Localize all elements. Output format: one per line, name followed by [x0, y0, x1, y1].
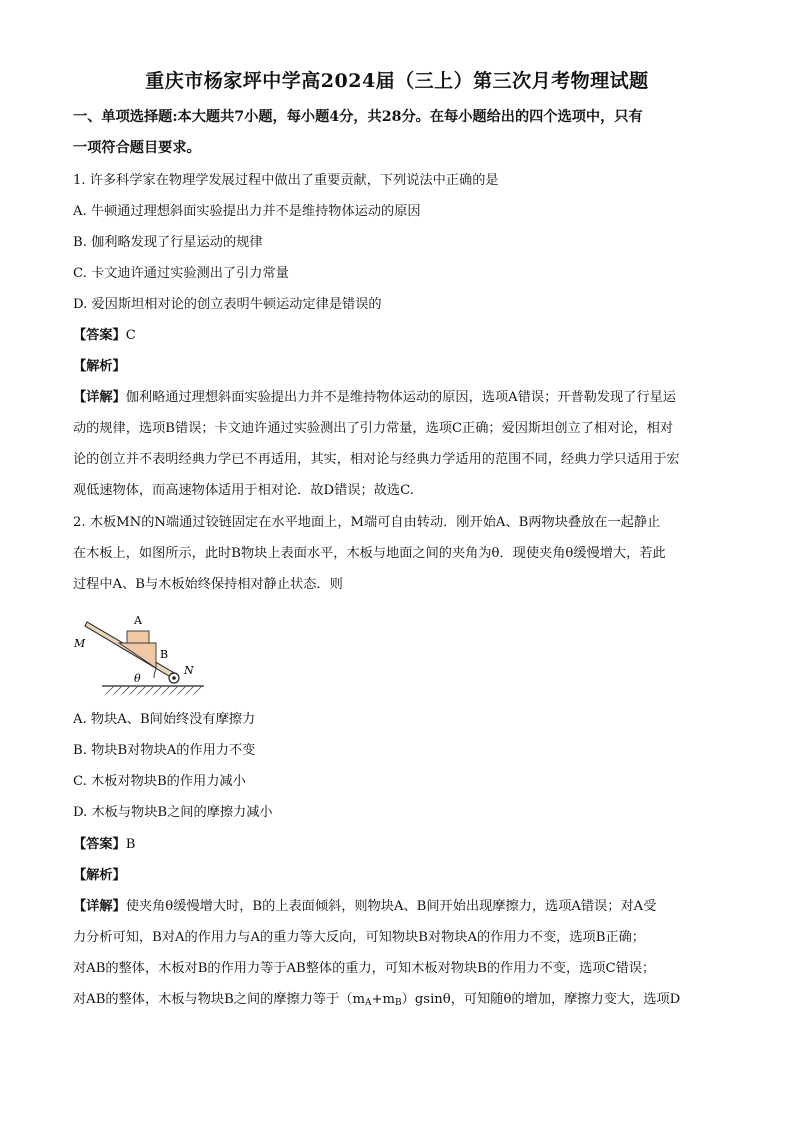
- ground-hatching: [106, 686, 202, 694]
- question-2-stem: 过程中A、B与木板始终保持相对静止状态．则: [73, 577, 343, 592]
- question-1-stem: 1. 许多科学家在物理学发展过程中做出了重要贡献，下列说法中正确的是: [73, 173, 499, 188]
- detail-label: 【详解】: [73, 390, 126, 405]
- label-n: N: [184, 664, 194, 677]
- answer-value: B: [125, 837, 136, 852]
- detail-text: 伽利略通过理想斜面实验提出力并不是维持物体运动的原因，选项A错误；开普勒发现了行星运: [125, 390, 676, 405]
- question-1-option-b: B. 伽利略发现了行星运动的规律: [73, 235, 263, 250]
- question-2-detail-line: 力分析可知，B对A的作用力与A的重力等大反向，可知物块B对物块A的作用力不变，选项B正确；: [73, 930, 645, 945]
- question-2-detail-line: [73, 898, 725, 916]
- block-b: [119, 643, 156, 668]
- question-2-detail-line: 对AB的整体，木板对B的作用力等于AB整体的重力，可知木板对物块B的作用力不变，选项C错误；: [73, 961, 656, 976]
- section-heading-continued: 一项符合题目要求。: [73, 140, 201, 156]
- question-1-option-c: C. 卡文迪许通过实验测出了引力常量: [73, 266, 289, 281]
- subscript-a: A: [364, 998, 372, 1008]
- block-a: [127, 631, 149, 643]
- question-1-detail-line: 观低速物体，而高速物体适用于相对论．故D错误；故选C.: [73, 483, 414, 498]
- detail-text: 对AB的整体，木板与物块B之间的摩擦力等于（m: [73, 992, 365, 1007]
- detail-text: +m: [371, 992, 396, 1007]
- question-1-answer: [73, 327, 725, 345]
- answer-label: 【答案】: [73, 328, 126, 343]
- question-2-analysis-label: [73, 867, 725, 885]
- label-a: A: [134, 614, 142, 627]
- angle-arc: [154, 668, 157, 678]
- question-1-option-d: D. 爱因斯坦相对论的创立表明牛顿运动定律是错误的: [73, 297, 382, 312]
- incline-board-diagram: [70, 606, 210, 698]
- question-1-detail-line: 论的创立并不表明经典力学已不再适用，其实，相对论与经典力学适用的范围不同，经典力学只适用于宏: [73, 452, 680, 467]
- question-1-option-a: A. 牛顿通过理想斜面实验提出力并不是维持物体运动的原因: [73, 204, 421, 219]
- question-2-stem: 2. 木板MN的N端通过铰链固定在水平地面上，M端可自由转动．刚开始A、B两物块叠放在一起静止: [73, 515, 661, 530]
- section-heading: 一、单项选择题:本大题共7小题，每小题4分，共28分。在每小题给出的四个选项中，只有: [73, 109, 643, 125]
- question-2-option-c: C. 木板对物块B的作用力减小: [73, 774, 246, 789]
- question-2-option-d: D. 木板与物块B之间的摩擦力减小: [73, 805, 273, 820]
- detail-label: 【详解】: [73, 899, 126, 914]
- label-theta: θ: [134, 672, 141, 685]
- analysis-label: 【解析】: [73, 868, 126, 883]
- subscript-b: B: [395, 998, 402, 1008]
- answer-value: C: [125, 328, 136, 343]
- answer-label: 【答案】: [73, 837, 126, 852]
- question-2-stem: 在木板上，如图所示，此时B物块上表面水平，木板与地面之间的夹角为θ．现使夹角θ缓慢增大，若此: [73, 546, 666, 561]
- question-1-detail-line: [73, 389, 725, 407]
- question-2-option-a: A. 物块A、B间始终没有摩擦力: [73, 712, 256, 727]
- detail-text: ）gsinθ，可知随θ的增加，摩擦力变大，选项D: [401, 992, 681, 1007]
- question-2-detail-line: [73, 991, 725, 1012]
- question-2-option-b: B. 物块B对物块A的作用力不变: [73, 743, 256, 758]
- label-b: B: [160, 648, 169, 661]
- analysis-label: 【解析】: [73, 359, 126, 374]
- question-1-analysis-label: [73, 358, 725, 376]
- question-2-answer: [73, 836, 725, 854]
- label-m: M: [74, 637, 86, 650]
- page-title: 重庆市杨家坪中学高2024届（三上）第三次月考物理试题: [145, 70, 649, 92]
- detail-text: 使夹角θ缓慢增大时，B的上表面倾斜，则物块A、B间开始出现摩擦力，选项A错误；对A受: [125, 899, 657, 914]
- question-1-detail-line: 动的规律，选项B错误；卡文迪许通过实验测出了引力常量，选项C正确；爱因斯坦创立了相对论，相对: [73, 421, 674, 436]
